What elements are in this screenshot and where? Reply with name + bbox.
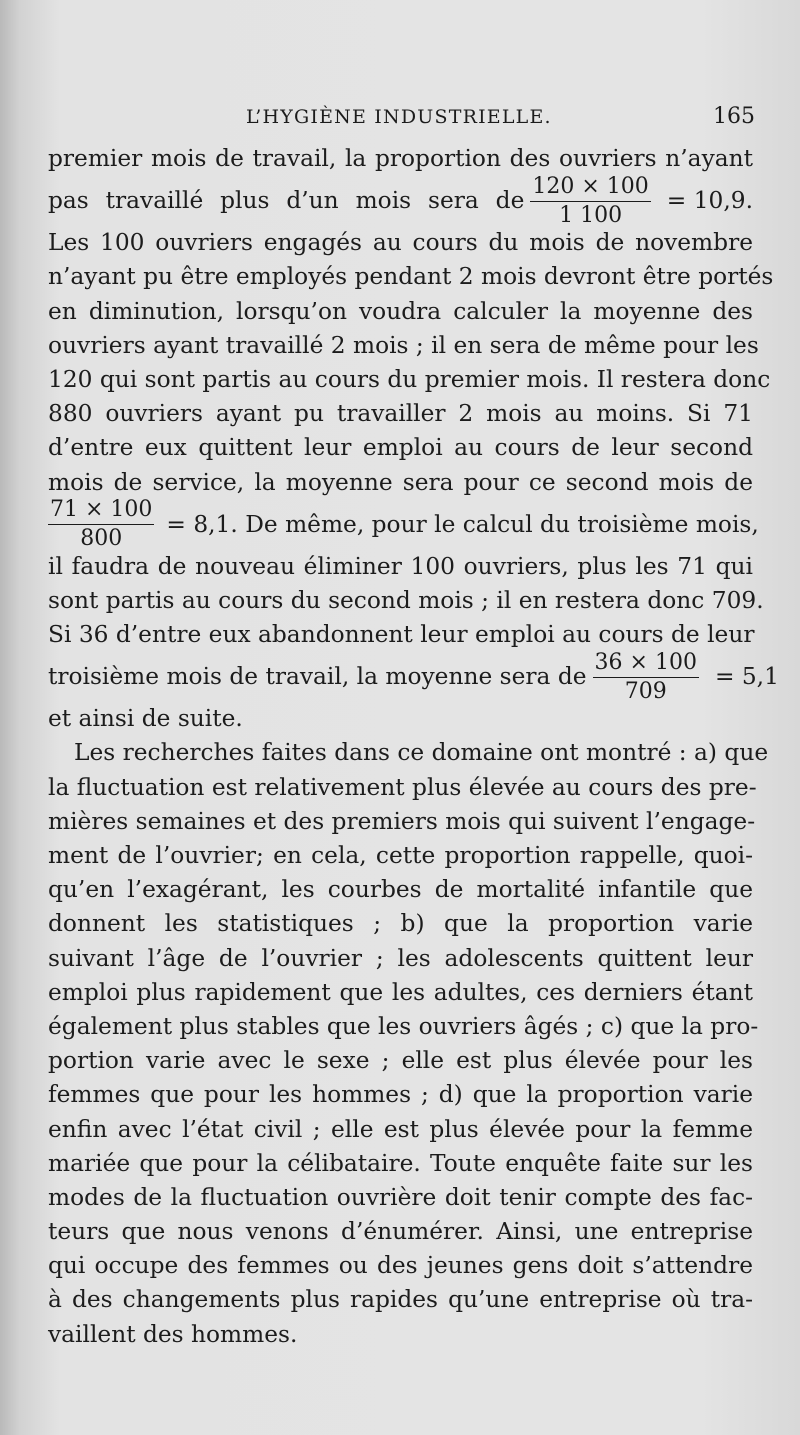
text-line: qu’en l’exagérant, les courbes de mortalité infantile que <box>48 876 753 904</box>
text-line: mières semaines et des premiers mois qui suivent l’engage- <box>48 807 756 835</box>
text-line: portion varie avec le sexe ; elle est plus élevée pour les <box>48 1047 753 1075</box>
text-line: et ainsi de suite. <box>48 705 243 733</box>
fraction <box>530 173 650 228</box>
text-line: vaillent des hommes. <box>48 1320 298 1348</box>
text-line: Les 100 ouvriers engagés au cours du mois de novembre <box>48 229 753 257</box>
text-line: modes de la fluctuation ouvrière doit tenir compte des fac- <box>48 1183 753 1211</box>
formula-line <box>48 649 779 704</box>
text-line: donnent les statistiques ; b) que la proportion varie <box>48 910 753 938</box>
body-text <box>48 142 779 1352</box>
text-line: Si 36 d’entre eux abandonnent leur emploi au cours de leur <box>48 621 755 649</box>
text-line: ment de l’ouvrier; en cela, cette proportion rappelle, quoi- <box>48 842 753 869</box>
text-segment: troisième mois de travail, la moyenne sera de <box>48 663 587 691</box>
formula-line <box>48 497 759 552</box>
text-line: d’entre eux quittent leur emploi au cours de leur second <box>48 434 753 462</box>
text-segment: pas travaillé plus d’un mois sera de <box>48 187 525 215</box>
text-line: 880 ouvriers ayant pu travailler 2 mois au moins. Si 71 <box>48 400 753 428</box>
text-line: 120 qui sont partis au cours du premier mois. Il restera donc <box>48 365 771 393</box>
text-line: suivant l’âge de l’ouvrier ; les adolescents quittent leur <box>48 944 753 972</box>
text-line: en diminution, lorsqu’on voudra calculer la moyenne des <box>48 297 753 325</box>
text-line: femmes que pour les hommes ; d) que la proportion varie <box>48 1081 753 1109</box>
fraction-denominator: 1 100 <box>559 202 623 228</box>
text-line: ouvriers ayant travaillé 2 mois ; il en sera de même pour les <box>48 331 759 359</box>
page-number: 165 <box>713 104 755 129</box>
text-line: mois de service, la moyenne sera pour ce second mois de <box>48 468 753 496</box>
fraction-numerator: 71 × 100 <box>48 499 154 525</box>
text-line: teurs que nous venons d’énumérer. Ainsi, une entreprise <box>48 1218 753 1246</box>
text-line: Les recherches faites dans ce domaine ont montré : a) que <box>74 739 769 767</box>
formula-result: = 10,9. <box>666 187 753 215</box>
text-line: premier mois de travail, la proportion des ouvriers n’ayant <box>48 145 753 172</box>
formula-line <box>48 173 753 228</box>
text-line: emploi plus rapidement que les adultes, ces derniers étant <box>48 978 753 1006</box>
text-line: la fluctuation est relativement plus élevée au cours des pre- <box>48 773 757 801</box>
text-line: mariée que pour la célibataire. Toute enquête faite sur les <box>48 1149 753 1177</box>
fraction-numerator: 36 × 100 <box>593 652 699 678</box>
page-header <box>50 104 755 136</box>
text-line: il faudra de nouveau éliminer 100 ouvriers, plus les 71 qui <box>48 552 753 580</box>
fraction <box>48 499 154 550</box>
fraction-numerator: 120 × 100 <box>530 176 650 202</box>
fraction-denominator: 709 <box>624 678 667 704</box>
text-line: n’ayant pu être employés pendant 2 mois devront être portés <box>48 263 774 291</box>
fraction <box>593 649 699 704</box>
text-line: qui occupe des femmes ou des jeunes gens doit s’attendre <box>48 1252 753 1280</box>
text-segment: = 8,1. De même, pour le calcul du troisième mois, <box>166 510 759 538</box>
text-line: également plus stables que les ouvriers âgés ; c) que la pro- <box>48 1012 759 1040</box>
text-line: enfin avec l’état civil ; elle est plus élevée pour la femme <box>48 1115 753 1143</box>
fraction-denominator: 800 <box>80 526 123 552</box>
text-line: à des changements plus rapides qu’une entreprise où tra- <box>48 1286 753 1314</box>
formula-result: = 5,1 <box>714 663 779 691</box>
text-line: sont partis au cours du second mois ; il en restera donc 709. <box>48 586 764 614</box>
running-head: L’HYGIÈNE INDUSTRIELLE. <box>246 106 552 128</box>
